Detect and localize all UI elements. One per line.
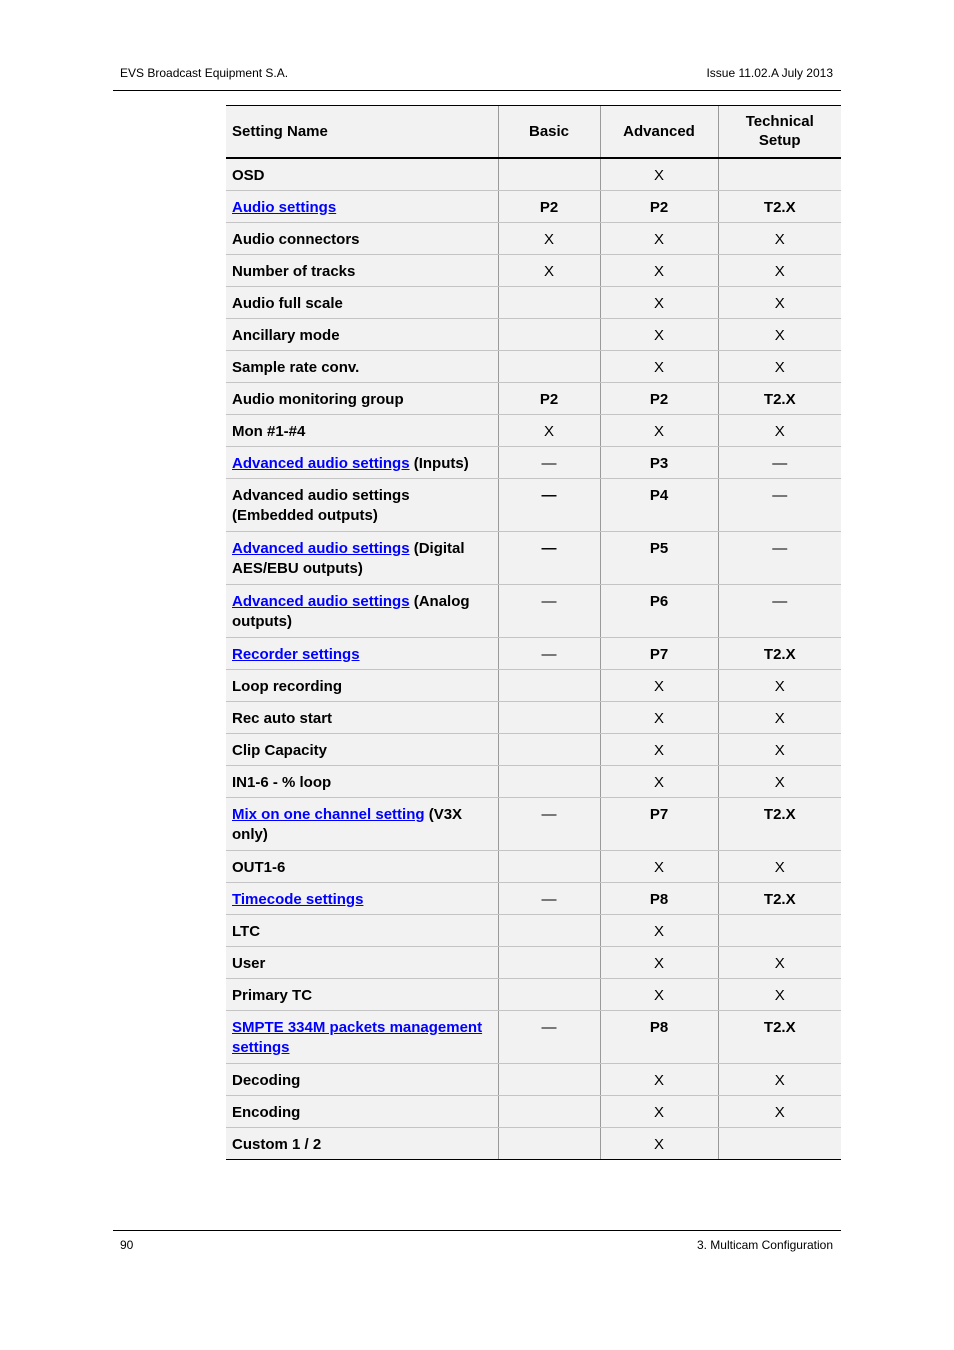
table-row — [226, 978, 841, 1010]
setting-name-cell — [226, 914, 498, 946]
technical-cell: X — [718, 222, 841, 254]
setting-name-cell — [226, 190, 498, 222]
basic-cell — [498, 1127, 600, 1159]
setting-name-text: Rec auto start — [232, 709, 333, 727]
advanced-cell: P7 — [600, 637, 718, 669]
technical-cell: T2.X — [718, 637, 841, 669]
advanced-cell: P5 — [600, 531, 718, 584]
table-row — [226, 1010, 841, 1063]
table-row — [226, 637, 841, 669]
setting-name-text: Audio monitoring group — [232, 390, 404, 408]
table-row — [226, 222, 841, 254]
table-row — [226, 882, 841, 914]
table-row — [226, 701, 841, 733]
table-row — [226, 1095, 841, 1127]
technical-cell: X — [718, 946, 841, 978]
setting-name-text: Audio connectors — [232, 230, 360, 248]
setting-name-cell — [226, 1063, 498, 1095]
technical-cell: — — [718, 584, 841, 637]
setting-name-cell — [226, 850, 498, 882]
setting-name-text: IN1-6 - % loop — [232, 773, 332, 791]
setting-name-cell — [226, 531, 498, 584]
table-row — [226, 946, 841, 978]
setting-link[interactable]: Mix on one channel setting — [232, 805, 425, 823]
technical-cell: T2.X — [718, 797, 841, 850]
setting-name-text: Primary TC — [232, 986, 313, 1004]
technical-cell: T2.X — [718, 382, 841, 414]
table-row — [226, 531, 841, 584]
column-header-basic: Basic — [498, 106, 600, 158]
setting-name-cell — [226, 978, 498, 1010]
basic-cell — [498, 286, 600, 318]
setting-name-cell — [226, 382, 498, 414]
basic-cell: — — [498, 584, 600, 637]
setting-name-text: Audio full scale — [232, 294, 343, 312]
basic-cell — [498, 765, 600, 797]
basic-cell: X — [498, 254, 600, 286]
advanced-cell: X — [600, 1127, 718, 1159]
advanced-cell: X — [600, 765, 718, 797]
advanced-cell: P6 — [600, 584, 718, 637]
technical-cell: — — [718, 446, 841, 478]
setting-name-text: Number of tracks — [232, 262, 356, 280]
setting-name-text: Sample rate conv. — [232, 358, 360, 376]
basic-cell — [498, 914, 600, 946]
setting-name-cell — [226, 222, 498, 254]
advanced-cell: X — [600, 733, 718, 765]
advanced-cell: P2 — [600, 382, 718, 414]
setting-name-cell — [226, 478, 498, 531]
advanced-cell: P2 — [600, 190, 718, 222]
table-row — [226, 382, 841, 414]
basic-cell: P2 — [498, 382, 600, 414]
setting-name-cell — [226, 1095, 498, 1127]
technical-cell: T2.X — [718, 1010, 841, 1063]
setting-name-text: Advanced audio settings (Embedded outputs) — [232, 486, 410, 524]
setting-name-cell — [226, 158, 498, 191]
footer-chapter: 3. Multicam Configuration — [696, 1238, 833, 1252]
table-row — [226, 850, 841, 882]
setting-name-text: Clip Capacity — [232, 741, 328, 759]
technical-cell — [718, 914, 841, 946]
table-row — [226, 669, 841, 701]
basic-cell — [498, 850, 600, 882]
advanced-cell: X — [600, 350, 718, 382]
header-rule — [113, 90, 841, 91]
table-row — [226, 318, 841, 350]
setting-name-text: Custom 1 / 2 — [232, 1135, 322, 1153]
basic-cell: — — [498, 446, 600, 478]
technical-cell: X — [718, 765, 841, 797]
advanced-cell: X — [600, 318, 718, 350]
basic-cell — [498, 946, 600, 978]
setting-name-cell — [226, 350, 498, 382]
setting-name-text: Encoding — [232, 1103, 301, 1121]
basic-cell: — — [498, 882, 600, 914]
table-row — [226, 158, 841, 191]
advanced-cell: X — [600, 222, 718, 254]
setting-name-cell — [226, 797, 498, 850]
footer-page-number: 90 — [120, 1238, 134, 1252]
technical-cell: X — [718, 254, 841, 286]
table-row — [226, 286, 841, 318]
technical-cell: T2.X — [718, 882, 841, 914]
table-row — [226, 446, 841, 478]
advanced-cell: X — [600, 914, 718, 946]
setting-name-cell — [226, 1010, 498, 1063]
setting-link[interactable]: SMPTE 334M packets management settings — [232, 1018, 483, 1056]
advanced-cell: X — [600, 254, 718, 286]
setting-name-cell — [226, 584, 498, 637]
table-row — [226, 350, 841, 382]
table-row — [226, 1063, 841, 1095]
setting-name-text: Mon #1-#4 — [232, 422, 306, 440]
setting-link[interactable]: Advanced audio settings — [232, 454, 410, 472]
setting-name-cell — [226, 446, 498, 478]
technical-cell — [718, 158, 841, 191]
setting-name-suffix: (Analog outputs) — [232, 592, 470, 630]
basic-cell: — — [498, 637, 600, 669]
advanced-cell: P8 — [600, 1010, 718, 1063]
table-row — [226, 254, 841, 286]
technical-cell: X — [718, 733, 841, 765]
column-header-technical-setup: Technical Setup — [718, 106, 841, 158]
advanced-cell: X — [600, 286, 718, 318]
advanced-cell: P3 — [600, 446, 718, 478]
basic-cell — [498, 669, 600, 701]
basic-cell — [498, 350, 600, 382]
table-row — [226, 478, 841, 531]
basic-cell: — — [498, 1010, 600, 1063]
setting-link[interactable]: Advanced audio settings — [232, 539, 410, 557]
table-row — [226, 190, 841, 222]
technical-cell: X — [718, 978, 841, 1010]
setting-name-text: Loop recording — [232, 677, 342, 695]
advanced-cell: X — [600, 978, 718, 1010]
technical-cell: X — [718, 701, 841, 733]
advanced-cell: X — [600, 1095, 718, 1127]
basic-cell — [498, 1095, 600, 1127]
setting-name-cell — [226, 414, 498, 446]
basic-cell — [498, 733, 600, 765]
advanced-cell: X — [600, 414, 718, 446]
setting-name-suffix: (Digital AES/EBU outputs) — [232, 539, 465, 577]
setting-link[interactable]: Recorder settings — [232, 645, 360, 663]
basic-cell: — — [498, 478, 600, 531]
basic-cell — [498, 318, 600, 350]
basic-cell: X — [498, 414, 600, 446]
advanced-cell: X — [600, 1063, 718, 1095]
setting-name-text: Ancillary mode — [232, 326, 340, 344]
table-row — [226, 414, 841, 446]
setting-name-text: OUT1-6 — [232, 858, 286, 876]
setting-name-cell — [226, 882, 498, 914]
advanced-cell: X — [600, 850, 718, 882]
technical-cell: X — [718, 286, 841, 318]
basic-cell: P2 — [498, 190, 600, 222]
advanced-cell: X — [600, 946, 718, 978]
setting-name-suffix: (Inputs) — [409, 454, 469, 472]
table-row — [226, 584, 841, 637]
basic-cell — [498, 701, 600, 733]
technical-cell: X — [718, 850, 841, 882]
setting-name-cell — [226, 637, 498, 669]
setting-link[interactable]: Audio settings — [232, 198, 337, 216]
basic-cell: X — [498, 222, 600, 254]
setting-name-cell — [226, 254, 498, 286]
table-header-row — [226, 106, 841, 158]
advanced-cell: P7 — [600, 797, 718, 850]
advanced-cell: X — [600, 158, 718, 191]
settings-table — [226, 105, 841, 1160]
technical-cell: X — [718, 414, 841, 446]
technical-cell: X — [718, 350, 841, 382]
table-row — [226, 1127, 841, 1159]
setting-link[interactable]: Timecode settings — [232, 890, 364, 908]
setting-name-text: LTC — [232, 922, 261, 940]
basic-cell — [498, 1063, 600, 1095]
basic-cell — [498, 158, 600, 191]
technical-cell: X — [718, 318, 841, 350]
setting-link[interactable]: Advanced audio settings — [232, 592, 410, 610]
advanced-cell: P8 — [600, 882, 718, 914]
advanced-cell: X — [600, 701, 718, 733]
technical-cell — [718, 1127, 841, 1159]
setting-name-cell — [226, 765, 498, 797]
basic-cell: — — [498, 797, 600, 850]
header-issue: Issue 11.02.A July 2013 — [706, 66, 833, 80]
header-company: EVS Broadcast Equipment S.A. — [120, 66, 289, 80]
table-row — [226, 914, 841, 946]
advanced-cell: X — [600, 669, 718, 701]
setting-name-text: User — [232, 954, 266, 972]
table-row — [226, 733, 841, 765]
setting-name-cell — [226, 1127, 498, 1159]
setting-name-cell — [226, 946, 498, 978]
setting-name-text: Decoding — [232, 1071, 301, 1089]
footer-rule — [113, 1230, 841, 1231]
advanced-cell: P4 — [600, 478, 718, 531]
setting-name-cell — [226, 318, 498, 350]
technical-cell: T2.X — [718, 190, 841, 222]
setting-name-text: OSD — [232, 166, 265, 184]
technical-cell: X — [718, 1095, 841, 1127]
setting-name-cell — [226, 733, 498, 765]
technical-cell: X — [718, 669, 841, 701]
basic-cell: — — [498, 531, 600, 584]
table-row — [226, 765, 841, 797]
technical-cell: — — [718, 531, 841, 584]
setting-name-cell — [226, 701, 498, 733]
setting-name-suffix: (V3X only) — [232, 805, 463, 843]
setting-name-cell — [226, 669, 498, 701]
table-row — [226, 797, 841, 850]
technical-cell: — — [718, 478, 841, 531]
column-header-setting-name: Setting Name — [226, 106, 498, 158]
basic-cell — [498, 978, 600, 1010]
setting-name-cell — [226, 286, 498, 318]
column-header-advanced: Advanced — [600, 106, 718, 158]
technical-cell: X — [718, 1063, 841, 1095]
